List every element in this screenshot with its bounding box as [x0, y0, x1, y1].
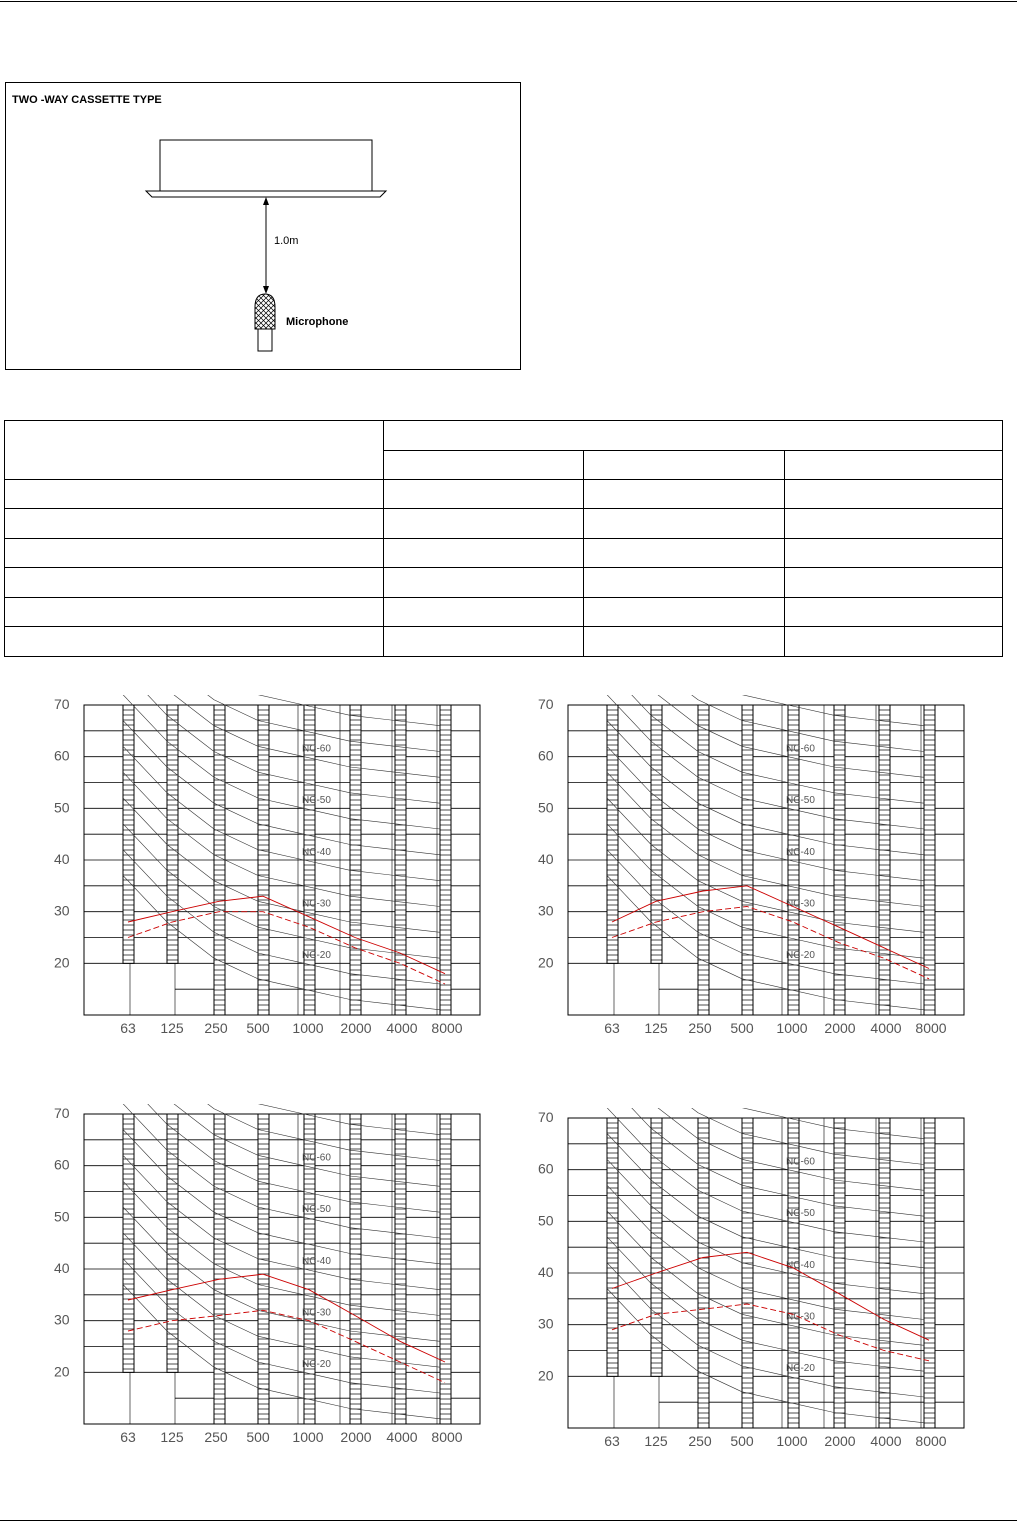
y-tick-label: 20: [54, 954, 70, 971]
y-tick-label: 30: [54, 902, 70, 919]
frequency-band: [214, 1114, 225, 1424]
y-tick-label: 50: [54, 1208, 70, 1225]
table-row: [5, 598, 1003, 627]
table-cell: [5, 568, 384, 598]
y-tick-label: 40: [54, 851, 70, 867]
nc-curve-label: NC-40: [302, 846, 331, 858]
nc-curve-label: NC-30: [786, 898, 815, 910]
nc-curve-label: NC-60: [786, 1156, 815, 1168]
y-tick-label: 60: [54, 747, 70, 764]
distance-label: 1.0m: [274, 235, 299, 247]
frequency-band: [350, 1114, 361, 1424]
table-header-cell: [584, 451, 785, 480]
nc-curve-label: NC-40: [786, 846, 815, 858]
nc-curve-label: NC-20: [786, 1363, 815, 1375]
table-cell: [5, 627, 384, 657]
table-cell: [584, 568, 785, 598]
table-cell: [5, 598, 384, 627]
table-cell: [785, 627, 1003, 657]
table-row: [5, 539, 1003, 568]
arrow-up-icon: [263, 197, 269, 205]
frequency-band: [924, 1118, 935, 1428]
frequency-band: [258, 705, 269, 1015]
nc-curve-label: NC-60: [302, 1152, 331, 1164]
table-cell: [785, 568, 1003, 598]
indoor-unit-body: [160, 140, 372, 191]
microphone-handle: [258, 329, 272, 351]
diagram-title: TWO -WAY CASSETTE TYPE: [12, 94, 162, 106]
x-tick-label: 250: [688, 1433, 712, 1449]
x-tick-label: 1000: [776, 1433, 808, 1449]
x-tick-label: 2000: [340, 1429, 372, 1445]
table-cell: [384, 539, 584, 568]
table-header-cell: [384, 421, 1003, 451]
frequency-band: [607, 705, 618, 963]
x-tick-label: 4000: [386, 1020, 418, 1036]
frequency-band: [214, 705, 225, 1015]
x-tick-label: 63: [604, 1020, 620, 1036]
x-tick-label: 4000: [386, 1429, 418, 1445]
nc-chart-3: [40, 1104, 490, 1449]
x-tick-label: 1000: [292, 1429, 324, 1445]
frequency-band: [123, 705, 134, 963]
x-tick-label: 2000: [824, 1020, 856, 1036]
y-tick-label: 40: [538, 851, 554, 867]
table-cell: [584, 480, 785, 509]
table-cell: [785, 509, 1003, 539]
nc-curve-label: NC-40: [786, 1259, 815, 1271]
x-tick-label: 63: [604, 1433, 620, 1449]
frequency-band: [167, 705, 178, 963]
x-tick-label: 2000: [340, 1020, 372, 1036]
table-cell: [5, 539, 384, 568]
y-tick-label: 60: [538, 747, 554, 764]
frequency-band: [651, 705, 662, 963]
x-tick-label: 4000: [870, 1020, 902, 1036]
y-tick-label: 20: [54, 1363, 70, 1380]
x-tick-label: 8000: [915, 1020, 947, 1036]
x-tick-label: 8000: [915, 1433, 947, 1449]
nc-chart-4: [524, 1108, 974, 1453]
nc-curve-label: NC-50: [302, 795, 331, 807]
table-cell: [384, 627, 584, 657]
y-tick-label: 40: [54, 1260, 70, 1276]
frequency-band: [651, 1118, 662, 1376]
table-cell: [785, 480, 1003, 509]
frequency-band: [258, 1114, 269, 1424]
indoor-unit-panel: [146, 191, 386, 197]
table-row: [5, 480, 1003, 509]
y-tick-label: 30: [54, 1311, 70, 1328]
nc-curve-label: NC-60: [786, 743, 815, 755]
table-cell: [5, 509, 384, 539]
frequency-band: [350, 705, 361, 1015]
sound-level-table: [4, 420, 1003, 657]
frequency-band: [924, 705, 935, 1015]
table-cell: [584, 627, 785, 657]
y-tick-label: 20: [538, 1367, 554, 1384]
table-cell: [785, 598, 1003, 627]
setup-illustration: [6, 83, 522, 371]
header-rule: [0, 1, 1017, 2]
table-header-cell: [384, 451, 584, 480]
nc-curve-label: NC-30: [302, 1307, 331, 1319]
microphone-label: Microphone: [286, 316, 349, 328]
x-tick-label: 1000: [292, 1020, 324, 1036]
table-row: [5, 627, 1003, 657]
x-tick-label: 250: [204, 1020, 228, 1036]
x-tick-label: 8000: [431, 1020, 463, 1036]
table-row: [5, 568, 1003, 598]
nc-curve-label: NC-40: [302, 1255, 331, 1267]
x-tick-label: 4000: [870, 1433, 902, 1449]
x-tick-label: 8000: [431, 1429, 463, 1445]
x-tick-label: 63: [120, 1429, 136, 1445]
nc-curve-label: NC-30: [302, 898, 331, 910]
y-tick-label: 30: [538, 1315, 554, 1332]
table-cell: [384, 480, 584, 509]
frequency-band: [607, 1118, 618, 1376]
x-tick-label: 500: [246, 1429, 270, 1445]
x-tick-label: 500: [730, 1020, 754, 1036]
footer-rule: [0, 1520, 1017, 1521]
y-tick-label: 70: [54, 696, 70, 712]
nc-chart-1: [40, 695, 490, 1040]
table-row: [5, 509, 1003, 539]
nc-curve-label: NC-50: [786, 795, 815, 807]
frequency-band: [879, 705, 890, 1015]
measurement-diagram: [5, 82, 521, 370]
x-tick-label: 250: [204, 1429, 228, 1445]
x-tick-label: 500: [246, 1020, 270, 1036]
table-cell: [584, 539, 785, 568]
table-cell: [384, 509, 584, 539]
frequency-band: [123, 1114, 134, 1372]
y-tick-label: 50: [54, 799, 70, 816]
frequency-band: [834, 705, 845, 1015]
y-tick-label: 70: [538, 1109, 554, 1125]
y-tick-label: 60: [538, 1160, 554, 1177]
y-tick-label: 70: [538, 696, 554, 712]
frequency-band: [879, 1118, 890, 1428]
table-header-cell: [785, 451, 1003, 480]
x-tick-label: 500: [730, 1433, 754, 1449]
table-cell: [384, 568, 584, 598]
x-tick-label: 1000: [776, 1020, 808, 1036]
table-cell: [584, 509, 785, 539]
frequency-band: [698, 705, 709, 1015]
table-header-row: [5, 421, 1003, 451]
frequency-band: [167, 1114, 178, 1372]
frequency-band: [698, 1118, 709, 1428]
x-tick-label: 63: [120, 1020, 136, 1036]
nc-curve-label: NC-30: [786, 1311, 815, 1323]
y-tick-label: 20: [538, 954, 554, 971]
nc-curve-label: NC-50: [786, 1208, 815, 1220]
x-tick-label: 125: [644, 1433, 668, 1449]
table-cell: [5, 480, 384, 509]
table-cell: [384, 598, 584, 627]
frequency-band: [742, 1118, 753, 1428]
x-tick-label: 2000: [824, 1433, 856, 1449]
frequency-band: [395, 705, 406, 1015]
frequency-band: [742, 705, 753, 1015]
y-tick-label: 70: [54, 1105, 70, 1121]
frequency-band: [440, 1114, 451, 1424]
x-tick-label: 125: [644, 1020, 668, 1036]
table-cell: [584, 598, 785, 627]
table-header-cell: [5, 421, 384, 480]
microphone-icon: [255, 294, 275, 329]
y-tick-label: 30: [538, 902, 554, 919]
arrow-down-icon: [263, 286, 269, 294]
y-tick-label: 50: [538, 1212, 554, 1229]
nc-curve-label: NC-20: [302, 1359, 331, 1371]
y-tick-label: 50: [538, 799, 554, 816]
nc-chart-2: [524, 695, 974, 1040]
nc-curve-label: NC-60: [302, 743, 331, 755]
frequency-band: [834, 1118, 845, 1428]
x-tick-label: 125: [160, 1020, 184, 1036]
x-tick-label: 250: [688, 1020, 712, 1036]
nc-curve-label: NC-20: [302, 950, 331, 962]
y-tick-label: 40: [538, 1264, 554, 1280]
table-cell: [785, 539, 1003, 568]
nc-curve-label: NC-50: [302, 1204, 331, 1216]
frequency-band: [395, 1114, 406, 1424]
y-tick-label: 60: [54, 1156, 70, 1173]
nc-curve-label: NC-20: [786, 950, 815, 962]
frequency-band: [440, 705, 451, 1015]
x-tick-label: 125: [160, 1429, 184, 1445]
